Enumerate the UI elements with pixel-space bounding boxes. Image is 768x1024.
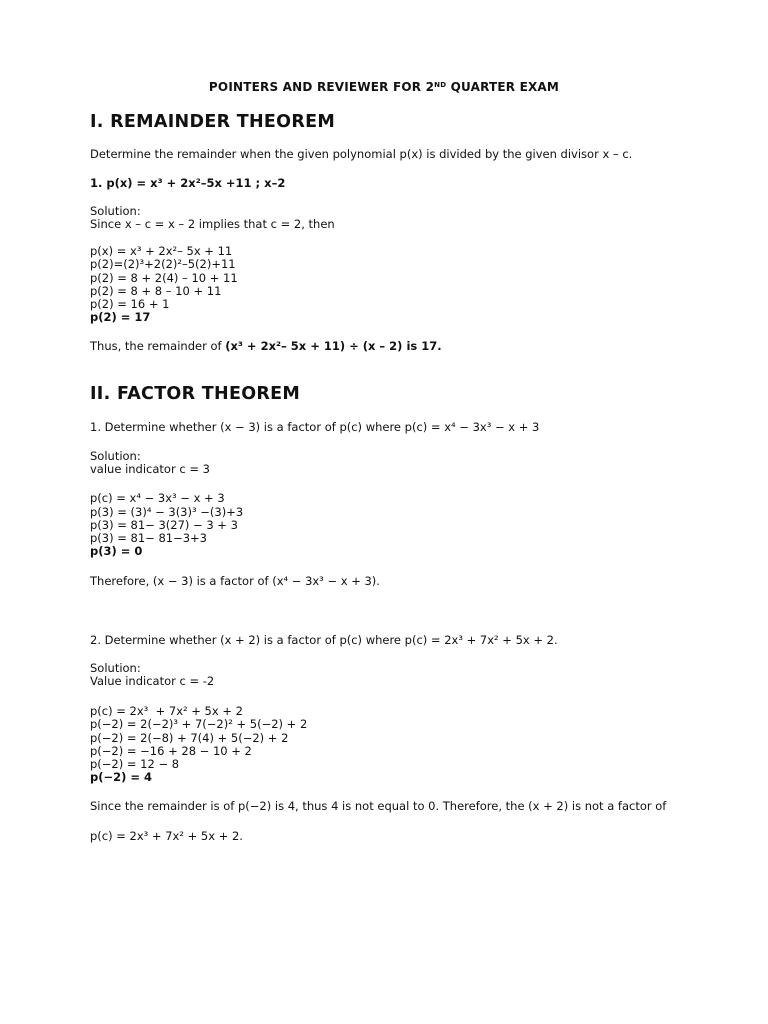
solution-step: p(2) = 8 + 2(4) – 10 + 11 <box>90 271 238 285</box>
solution-step: p(3) = (3)⁴ − 3(3)³ −(3)+3 <box>90 505 244 519</box>
solution-step: p(2) = 8 + 8 – 10 + 11 <box>90 284 222 298</box>
solution-result: p(2) = 17 <box>90 310 151 324</box>
solution-step: p(c) = 2x³ + 7x² + 5x + 2 <box>90 704 243 718</box>
solution-label: Solution: <box>90 204 141 218</box>
factor-question-1: 1. Determine whether (x − 3) is a factor of p(c) where p(c) = x⁴ − 3x³ − x + 3 <box>90 420 540 434</box>
solution-step: p(−2) = 12 − 8 <box>90 757 180 771</box>
solution-step: p(2)=(2)³+2(2)²–5(2)+11 <box>90 257 236 271</box>
solution-step: p(2) = 16 + 1 <box>90 297 170 311</box>
solution-since-line: Since x – c = x – 2 implies that c = 2, then <box>90 217 335 231</box>
section-heading-remainder-theorem: I. REMAINDER THEOREM <box>90 112 336 132</box>
solution-result: p(−2) = 4 <box>90 770 153 784</box>
factor-conclusion-1: Therefore, (x − 3) is a factor of (x⁴ − 3x³ − x + 3). <box>90 574 380 588</box>
factor-question-2: 2. Determine whether (x + 2) is a factor of p(c) where p(c) = 2x³ + 7x² + 5x + 2. <box>90 633 558 647</box>
solution-step: p(−2) = 2(−8) + 7(4) + 5(−2) + 2 <box>90 731 289 745</box>
solution-label: Solution: <box>90 449 141 463</box>
value-indicator: value indicator c = 3 <box>90 462 210 476</box>
section-heading-factor-theorem: II. FACTOR THEOREM <box>90 384 301 404</box>
solution-step: p(x) = x³ + 2x²– 5x + 11 <box>90 244 233 258</box>
solution-step: p(3) = 81− 81−3+3 <box>90 531 207 545</box>
solution-label: Solution: <box>90 661 141 675</box>
remainder-problem: 1. p(x) = x³ + 2x²–5x +11 ; x–2 <box>90 176 286 190</box>
solution-step: p(−2) = 2(−2)³ + 7(−2)² + 5(−2) + 2 <box>90 717 308 731</box>
solution-step: p(3) = 81− 3(27) − 3 + 3 <box>90 518 238 532</box>
solution-result: p(3) = 0 <box>90 544 143 558</box>
factor-conclusion-2: Since the remainder is of p(−2) is 4, thus 4 is not equal to 0. Therefore, the (x + 2) is not a factor of <box>90 799 667 813</box>
remainder-conclusion: Thus, the remainder of (x³ + 2x²– 5x + 11) ÷ (x – 2) is 17. <box>90 339 442 353</box>
value-indicator: Value indicator c = -2 <box>90 674 215 688</box>
solution-step: p(c) = x⁴ − 3x³ − x + 3 <box>90 491 225 505</box>
remainder-instruction: Determine the remainder when the given polynomial p(x) is divided by the given divisor x – c. <box>90 147 633 161</box>
solution-step: p(−2) = −16 + 28 − 10 + 2 <box>90 744 252 758</box>
document-title: POINTERS AND REVIEWER FOR 2ND QUARTER EXAM <box>208 80 560 94</box>
factor-conclusion-2-polynomial: p(c) = 2x³ + 7x² + 5x + 2. <box>90 829 243 843</box>
